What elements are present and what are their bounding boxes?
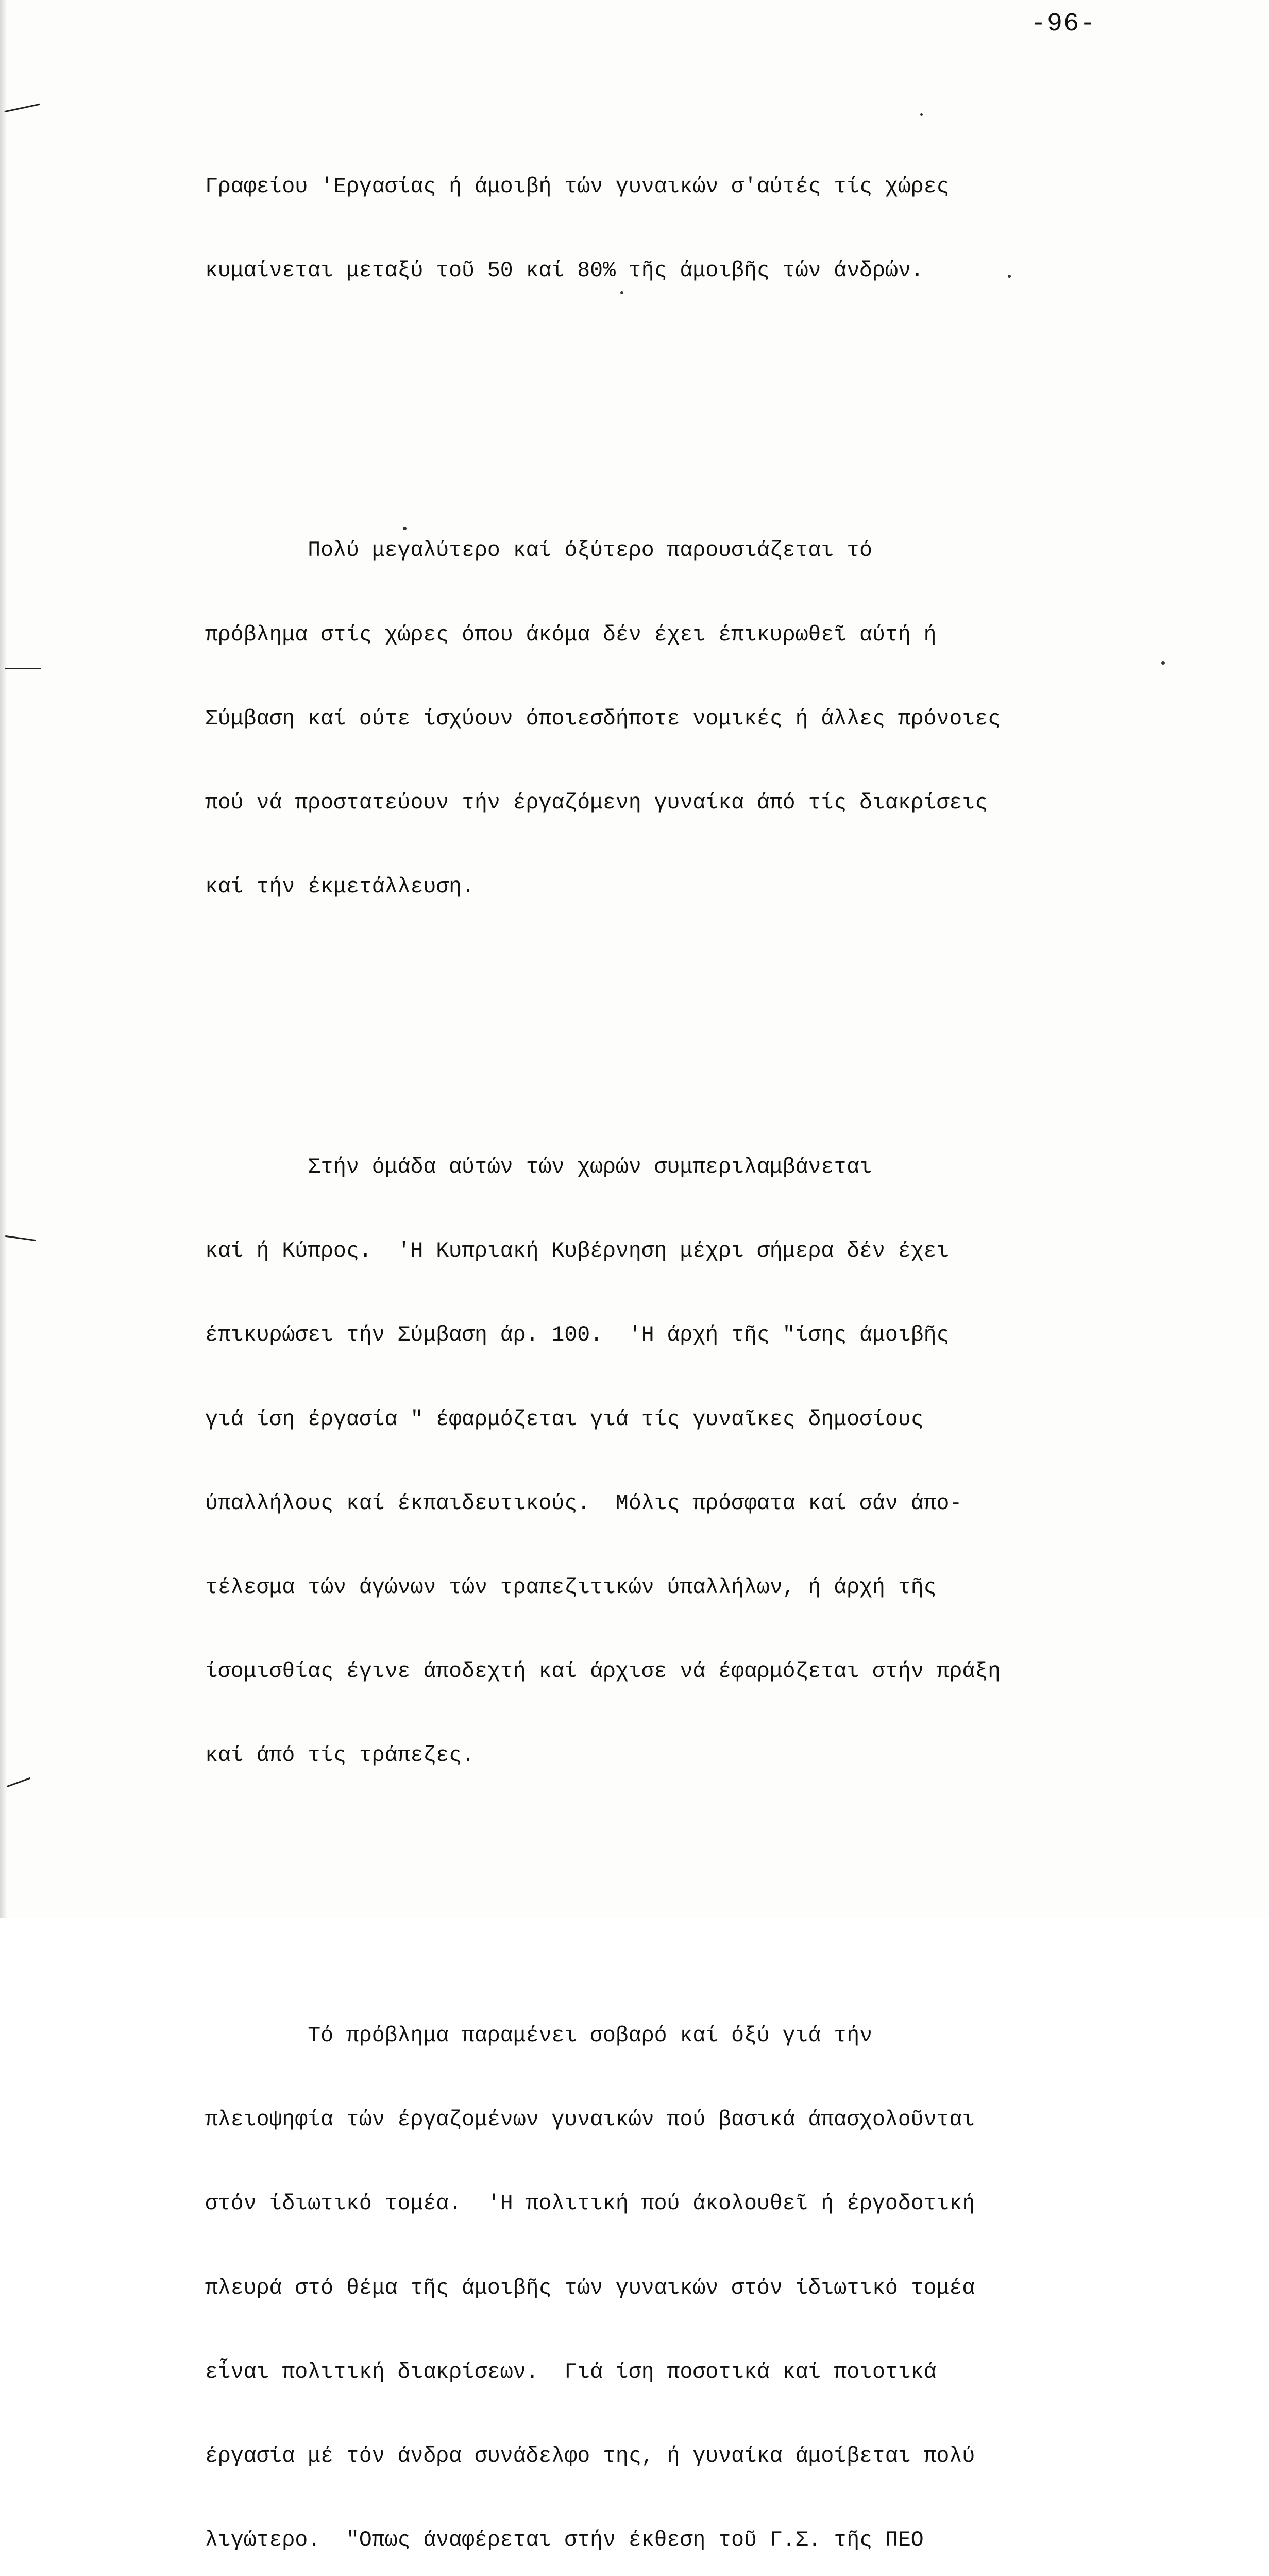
text-line: πρόβλημα στίς χώρες όπου άκόμα δέν έχει έπικυρωθεῖ αύτή ή <box>205 622 937 647</box>
text-line: εἶναι πολιτική διακρίσεων. Γιά ίση ποσοτικά καί ποιοτικά <box>205 2360 937 2384</box>
text-line: καί τήν έκμετάλλευση. <box>205 875 475 900</box>
margin-mark <box>5 668 41 669</box>
text-line: Πολύ μεγαλύτερο καί όξύτερο παρουσιάζεται τό <box>205 538 873 563</box>
text-line: Γραφείου 'Εργασίας ή άμοιβή τών γυναικών σ'αύτές τίς χώρες <box>205 174 950 199</box>
text-line: πλευρά στό θέμα τῆς άμοιβῆς τών γυναικών στόν ίδιωτικό τομέα <box>205 2276 975 2300</box>
scan-edge-shadow <box>0 0 7 1918</box>
paragraph-4 <box>205 1966 1174 2576</box>
text-line: λιγώτερο. "Οπως άναφέρεται στήν έκθεση τοῦ Γ.Σ. τῆς ΠΕΟ <box>205 2528 924 2553</box>
text-line: πού νά προστατεύουν τήν έργαζόμενη γυναίκα άπό τίς διακρίσεις <box>205 791 988 816</box>
paragraph-3 <box>205 1097 1174 1826</box>
text-line: στόν ίδιωτικό τομέα. 'Η πολιτική πού άκολουθεῖ ή έργοδοτική <box>205 2192 975 2216</box>
margin-mark <box>4 104 40 112</box>
text-line: τέλεσμα τών άγώνων τών τραπεζιτικών ύπαλλήλων, ή άρχή τῆς <box>205 1575 937 1600</box>
page-number: -96- <box>1030 9 1097 39</box>
text-line: ύπαλλήλους καί έκπαιδευτικούς. Μόλις πρόσφατα καί σάν άπο- <box>205 1491 962 1516</box>
text-line: γιά ίση έργασία " έφαρμόζεται γιά τίς γυναῖκες δημοσίους <box>205 1407 924 1432</box>
text-line: ίσομισθίας έγινε άποδεχτή καί άρχισε νά έφαρμόζεται στήν πράξη <box>205 1659 1001 1684</box>
paragraph-2 <box>205 481 1174 958</box>
text-line: Σύμβαση καί ούτε ίσχύουν όποιεσδήποτε νομικές ή άλλες πρόνοιες <box>205 706 1001 731</box>
text-line: Τό πρόβλημα παραμένει σοβαρό καί όξύ γιά τήν <box>205 2023 873 2048</box>
body-text <box>205 61 1174 2576</box>
text-line: έπικυρώσει τήν Σύμβαση άρ. 100. 'Η άρχή τῆς "ίσης άμοιβῆς <box>205 1323 950 1348</box>
paragraph-1 <box>205 117 1174 341</box>
text-line: έργασία μέ τόν άνδρα συνάδελφο της, ή γυναίκα άμοίβεται πολύ <box>205 2444 975 2468</box>
text-line: καί ή Κύπρος. 'Η Κυπριακή Κυβέρνηση μέχρι σήμερα δέν έχει <box>205 1239 950 1264</box>
margin-mark <box>7 1777 30 1787</box>
margin-mark <box>5 1235 36 1241</box>
text-line: καί άπό τίς τράπεζες. <box>205 1743 475 1768</box>
text-line: πλειοψηφία τών έργαζομένων γυναικών πού βασικά άπασχολοῦνται <box>205 2108 975 2132</box>
text-line: Στήν όμάδα αύτών τών χωρών συμπεριλαμβάνεται <box>205 1155 873 1179</box>
text-line: κυμαίνεται μεταξύ τοῦ 50 καί 80% τῆς άμοιβῆς τών άνδρών. <box>205 258 924 283</box>
